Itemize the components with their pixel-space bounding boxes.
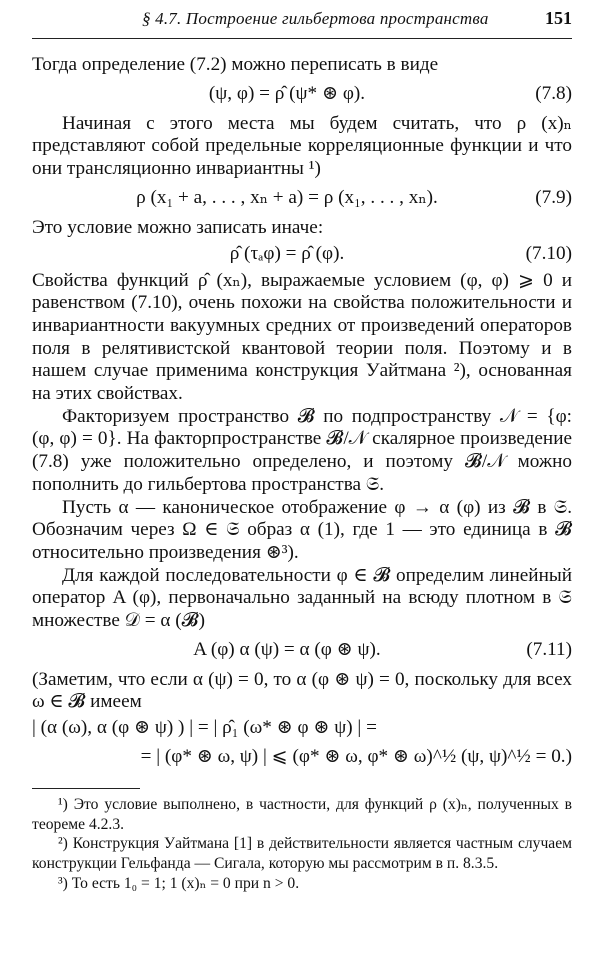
equation-7-11 <box>32 633 572 669</box>
paragraph-operator: Для каждой последовательности φ ∈ 𝓑 определим линейный оператор A (φ), первоначально заданный на всюду плотном в 𝔖 множестве 𝒟 = α (𝓑) <box>32 564 572 632</box>
page-number: 151 <box>545 8 572 28</box>
equation-7-8 <box>32 77 572 113</box>
header-rule <box>32 38 572 39</box>
equation-formula: (ψ, φ) = ρ̂ (ψ* ⊛ φ). <box>208 83 366 105</box>
equation-number: (7.10) <box>525 243 572 265</box>
main-text <box>32 54 572 893</box>
equation-7-9 <box>32 181 572 217</box>
equation-number: (7.11) <box>526 639 572 661</box>
equation-chain-line-2: = | (φ* ⊛ ω, ψ) | ⩽ (φ* ⊛ ω, φ* ⊛ ω)^½ (ψ, ψ)^½ = 0.) <box>140 746 572 768</box>
footnote-rule <box>32 788 140 789</box>
paragraph-factorization: Факторизуем пространство 𝓑 по подпространству 𝒩 = {φ: (φ, φ) = 0}. На факторпространстве 𝓑/𝒩 скалярное произведение (7.8) уже положительно определено, и поэтому 𝓑/𝒩 можно пополнить до гильбертова пространства 𝔖. <box>32 405 572 495</box>
equation-number: (7.9) <box>535 187 572 209</box>
footnote-1: ¹) Это условие выполнено, в частности, для функций ρ (x)ₙ, полученных в теореме 4.2.3. <box>32 796 572 833</box>
footnote-3: ³) То есть 1₀ = 1; 1 (x)ₙ = 0 при n > 0. <box>58 874 300 892</box>
paragraph-mapping: Пусть α — каноническое отображение φ → α (φ) из 𝓑 в 𝔖. Обозначим через Ω ∈ 𝔖 образ α (1), где 1 — это единица в 𝓑 относительно произведения ⊛³). <box>32 496 572 563</box>
equation-number: (7.8) <box>535 83 572 105</box>
paragraph-properties: Свойства функций ρ̂ (xₙ), выражаемые условием (φ, φ) ⩾ 0 и равенством (7.10), очень похожи на свойства положительности и инвариантности вакуумных средних от произведений операторов поля в релятивистской квантовой теории поля. Поэтому и в нашем случае применима конструкция Уайтмана ²), основанная на этих свойствах. <box>32 269 572 405</box>
equation-7-10 <box>32 240 572 270</box>
equation-formula: ρ̂ (τₐφ) = ρ̂ (φ). <box>229 243 345 265</box>
paragraph-condition: Это условие можно записать иначе: <box>32 216 324 238</box>
equation-formula: A (φ) α (ψ) = α (φ ⊛ ψ). <box>193 639 381 661</box>
page <box>32 8 572 39</box>
paragraph-intro: Тогда определение (7.2) можно переписать в виде <box>32 54 439 75</box>
paragraph-remark: (Заметим, что если α (ψ) = 0, то α (φ ⊛ ψ) = 0, поскольку для всех ω ∈ 𝓑 имеем <box>32 668 572 713</box>
equation-formula: ρ (x₁ + a, . . . , xₙ + a) = ρ (x₁, . . . , xₙ). <box>136 187 438 209</box>
running-title: § 4.7. Построение гильбертова пространства <box>142 9 489 28</box>
running-header <box>32 8 572 34</box>
equation-chain-line-1: | (α (ω), α (φ ⊛ ψ) ) | = | ρ̂₁ (ω* ⊛ φ ⊛ ψ) | = <box>32 717 377 739</box>
footnote-2: ²) Конструкция Уайтмана [1] в действительности является частным случаем конструкции Гельфанда — Сигала, которую мы рассмотрим в п. 8.3.5. <box>32 835 572 872</box>
paragraph-assumption: Начиная с этого места мы будем считать, что ρ (x)ₙ представляют собой предельные корреляционные функции и что они трансляционно инвариантны ¹) <box>32 112 572 180</box>
